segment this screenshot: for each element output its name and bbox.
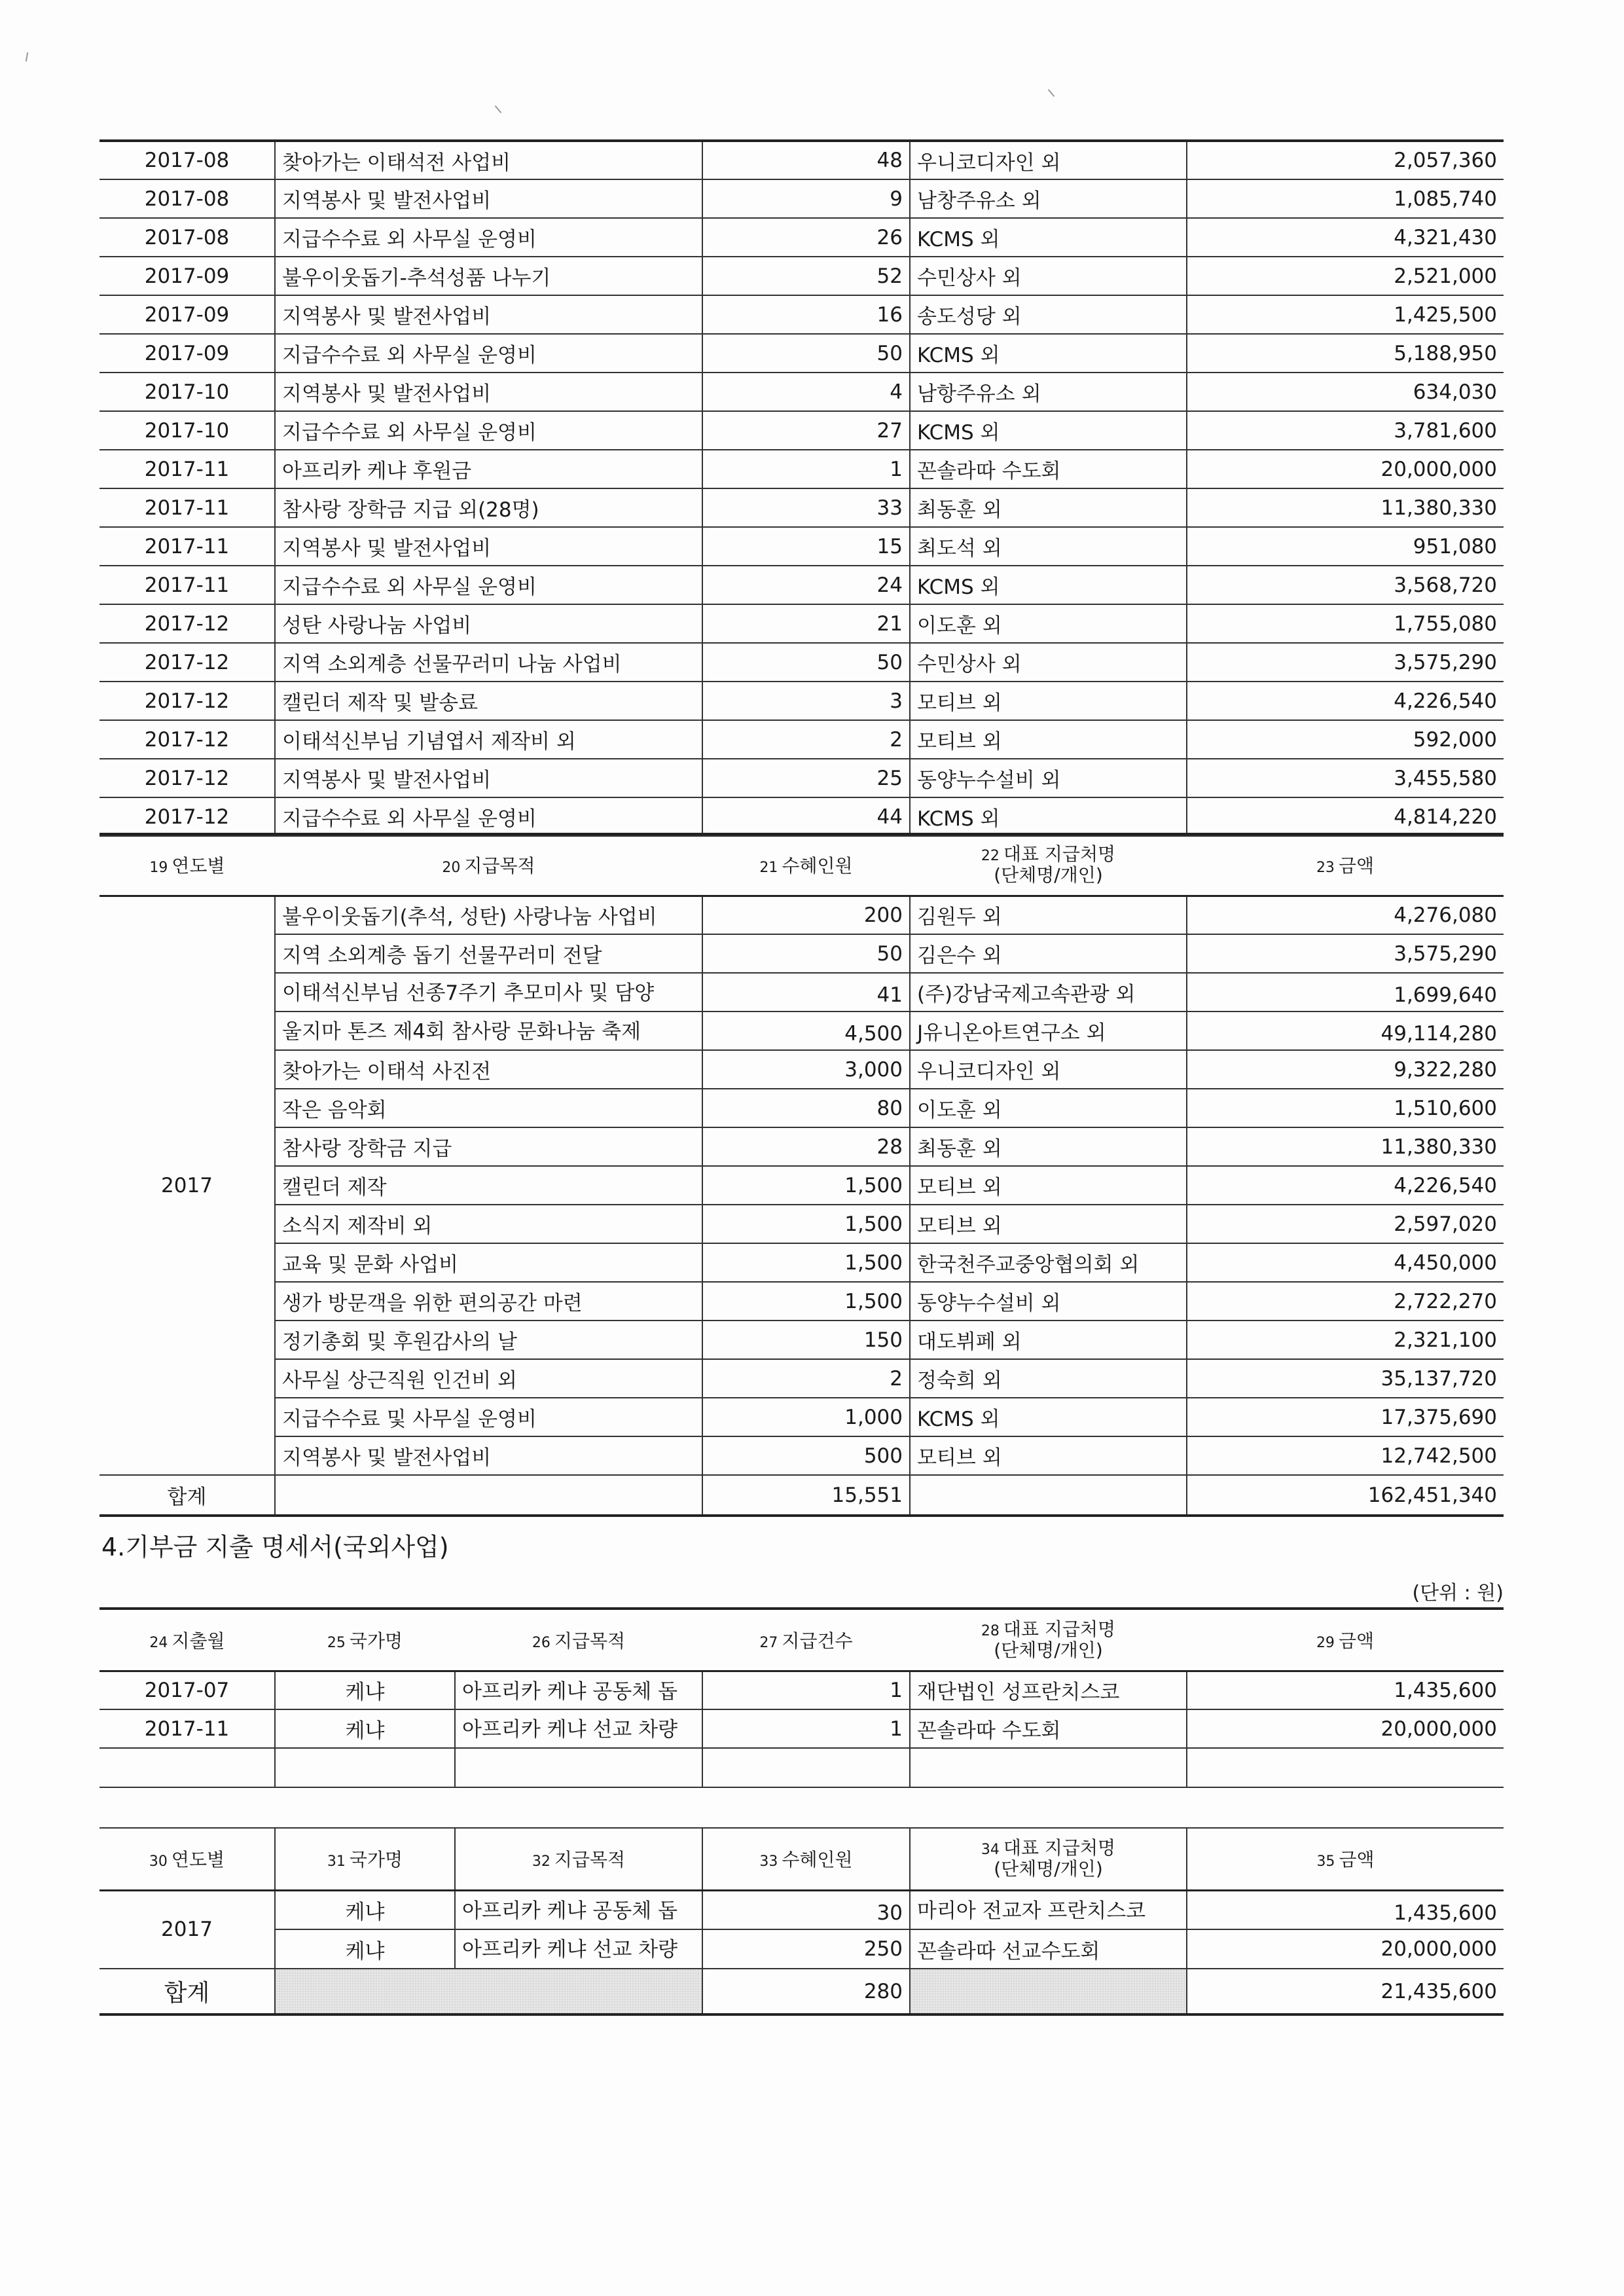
recipients-cell: 41 bbox=[702, 973, 910, 1011]
total-recipients: 15,551 bbox=[702, 1475, 910, 1516]
table-row bbox=[99, 411, 1504, 450]
header-payee: 22 대표 지급처명 (단체명/개인) bbox=[910, 834, 1187, 896]
foreign-yearly-table bbox=[99, 1827, 1504, 2016]
table-row bbox=[99, 1890, 1504, 1929]
count-cell: 50 bbox=[702, 334, 910, 373]
monthly-domestic-table bbox=[99, 139, 1504, 837]
purpose-cell: 지역봉사 및 발전사업비 bbox=[275, 179, 702, 218]
recipients-cell: 30 bbox=[702, 1890, 910, 1929]
recipients-cell: 500 bbox=[702, 1436, 910, 1475]
amount-cell: 9,322,280 bbox=[1187, 1050, 1504, 1089]
count-cell: 52 bbox=[702, 257, 910, 295]
month-cell: 2017-11 bbox=[99, 488, 275, 527]
payee-cell: 마리아 전교자 프란치스코 bbox=[910, 1890, 1187, 1929]
amount-cell: 20,000,000 bbox=[1187, 450, 1504, 488]
month-cell: 2017-08 bbox=[99, 141, 275, 179]
amount-cell: 35,137,720 bbox=[1187, 1359, 1504, 1398]
payee-cell: 최동훈 외 bbox=[910, 488, 1187, 527]
payee-cell: KCMS 외 bbox=[910, 411, 1187, 450]
payee-cell: J유니온아트연구소 외 bbox=[910, 1011, 1187, 1050]
month-cell: 2017-07 bbox=[99, 1671, 275, 1709]
purpose-cell: 아프리카 케냐 후원금 bbox=[275, 450, 702, 488]
table-row bbox=[99, 1436, 1504, 1475]
payee-cell: 우니코디자인 외 bbox=[910, 1050, 1187, 1089]
header-year: 30 연도별 bbox=[99, 1828, 275, 1890]
total-empty-cell bbox=[910, 1475, 1187, 1516]
header-payee: 34 대표 지급처명 (단체명/개인) bbox=[910, 1828, 1187, 1890]
amount-cell: 634,030 bbox=[1187, 373, 1504, 411]
payee-cell: 대도뷔페 외 bbox=[910, 1321, 1187, 1359]
table-row bbox=[99, 141, 1504, 179]
payee-cell: 송도성당 외 bbox=[910, 295, 1187, 334]
total-label: 합계 bbox=[99, 1475, 275, 1516]
payee-cell: 수민상사 외 bbox=[910, 643, 1187, 682]
payee-cell: 이도훈 외 bbox=[910, 1089, 1187, 1127]
purpose-cell: 소식지 제작비 외 bbox=[275, 1205, 702, 1243]
payee-cell: 모티브 외 bbox=[910, 1166, 1187, 1205]
foreign-monthly-table bbox=[99, 1607, 1504, 1788]
table-header-row bbox=[99, 1609, 1504, 1671]
recipients-cell: 1,500 bbox=[702, 1243, 910, 1282]
purpose-cell: 지역 소외계층 돕기 선물꾸러미 전달 bbox=[275, 934, 702, 973]
total-amount: 162,451,340 bbox=[1187, 1475, 1504, 1516]
payee-cell: 재단법인 성프란치스코 bbox=[910, 1671, 1187, 1709]
month-cell: 2017-10 bbox=[99, 411, 275, 450]
header-count: 27 지급건수 bbox=[702, 1609, 910, 1671]
table-row bbox=[99, 759, 1504, 797]
purpose-cell: 지급수수료 외 사무실 운영비 bbox=[275, 797, 702, 836]
header-purpose: 20 지급목적 bbox=[275, 834, 702, 896]
table-row bbox=[99, 218, 1504, 257]
payee-cell: KCMS 외 bbox=[910, 566, 1187, 604]
purpose-cell: 불우이웃돕기(추석, 성탄) 사랑나눔 사업비 bbox=[275, 896, 702, 934]
header-country: 31 국가명 bbox=[275, 1828, 455, 1890]
recipients-cell: 4,500 bbox=[702, 1011, 910, 1050]
count-cell: 1 bbox=[702, 1709, 910, 1748]
table-row bbox=[99, 1089, 1504, 1127]
purpose-cell: 지역봉사 및 발전사업비 bbox=[275, 295, 702, 334]
total-amount: 21,435,600 bbox=[1187, 1969, 1504, 2014]
table-row bbox=[99, 797, 1504, 836]
empty-cell bbox=[702, 1748, 910, 1787]
payee-cell: 모티브 외 bbox=[910, 720, 1187, 759]
amount-cell: 4,226,540 bbox=[1187, 682, 1504, 720]
country-cell: 케냐 bbox=[275, 1671, 455, 1709]
empty-row bbox=[99, 1748, 1504, 1787]
count-cell: 9 bbox=[702, 179, 910, 218]
header-payee: 28 대표 지급처명 (단체명/개인) bbox=[910, 1609, 1187, 1671]
scan-artifact bbox=[26, 52, 28, 62]
header-year: 19 연도별 bbox=[99, 834, 275, 896]
month-cell: 2017-12 bbox=[99, 604, 275, 643]
table-row bbox=[99, 257, 1504, 295]
table-row bbox=[99, 373, 1504, 411]
section-title: 4.기부금 지출 명세서(국외사업) bbox=[101, 1533, 449, 1561]
total-label: 합계 bbox=[99, 1969, 275, 2014]
purpose-cell: 지역봉사 및 발전사업비 bbox=[275, 1436, 702, 1475]
recipients-cell: 80 bbox=[702, 1089, 910, 1127]
count-cell: 1 bbox=[702, 450, 910, 488]
table-row bbox=[99, 1282, 1504, 1321]
amount-cell: 1,510,600 bbox=[1187, 1089, 1504, 1127]
year-cell: 2017 bbox=[99, 1890, 275, 1969]
amount-cell: 12,742,500 bbox=[1187, 1436, 1504, 1475]
purpose-cell: 참사랑 장학금 지급 bbox=[275, 1127, 702, 1166]
month-cell: 2017-11 bbox=[99, 1709, 275, 1748]
purpose-cell: 교육 및 문화 사업비 bbox=[275, 1243, 702, 1282]
payee-cell: 동양누수설비 외 bbox=[910, 1282, 1187, 1321]
table-row bbox=[99, 179, 1504, 218]
table-row bbox=[99, 1929, 1504, 1969]
table-row bbox=[99, 720, 1504, 759]
payee-cell: KCMS 외 bbox=[910, 334, 1187, 373]
table-row bbox=[99, 1671, 1504, 1709]
payee-cell: 남창주유소 외 bbox=[910, 179, 1187, 218]
table-row bbox=[99, 604, 1504, 643]
scan-artifact bbox=[495, 105, 502, 113]
payee-cell: 모티브 외 bbox=[910, 1436, 1187, 1475]
shaded-cell bbox=[275, 1969, 702, 2014]
amount-cell: 2,597,020 bbox=[1187, 1205, 1504, 1243]
payee-cell: (주)강남국제고속관광 외 bbox=[910, 973, 1187, 1011]
month-cell: 2017-09 bbox=[99, 257, 275, 295]
purpose-cell: 아프리카 케냐 공동체 돕 bbox=[455, 1890, 702, 1929]
purpose-cell: 지역봉사 및 발전사업비 bbox=[275, 373, 702, 411]
purpose-cell: 지급수수료 외 사무실 운영비 bbox=[275, 411, 702, 450]
total-empty-cell bbox=[275, 1475, 702, 1516]
count-cell: 27 bbox=[702, 411, 910, 450]
month-cell: 2017-12 bbox=[99, 720, 275, 759]
scan-artifact bbox=[1048, 89, 1055, 97]
month-cell: 2017-12 bbox=[99, 643, 275, 682]
amount-cell: 1,435,600 bbox=[1187, 1671, 1504, 1709]
table-row bbox=[99, 1398, 1504, 1436]
header-amount: 23 금액 bbox=[1187, 834, 1504, 896]
recipients-cell: 1,000 bbox=[702, 1398, 910, 1436]
amount-cell: 4,226,540 bbox=[1187, 1166, 1504, 1205]
payee-cell: 김원두 외 bbox=[910, 896, 1187, 934]
count-cell: 21 bbox=[702, 604, 910, 643]
purpose-cell: 지급수수료 외 사무실 운영비 bbox=[275, 334, 702, 373]
purpose-cell: 찾아가는 이태석전 사업비 bbox=[275, 141, 702, 179]
table-row bbox=[99, 566, 1504, 604]
table-header-row bbox=[99, 834, 1504, 896]
table-row bbox=[99, 527, 1504, 566]
country-cell: 케냐 bbox=[275, 1929, 455, 1969]
table-row bbox=[99, 1127, 1504, 1166]
count-cell: 24 bbox=[702, 566, 910, 604]
empty-cell bbox=[910, 1748, 1187, 1787]
total-row bbox=[99, 1969, 1504, 2014]
amount-cell: 3,455,580 bbox=[1187, 759, 1504, 797]
table-row bbox=[99, 334, 1504, 373]
purpose-cell: 이태석신부님 기념엽서 제작비 외 bbox=[275, 720, 702, 759]
amount-cell: 11,380,330 bbox=[1187, 1127, 1504, 1166]
payee-cell: 꼰솔라따 수도회 bbox=[910, 450, 1187, 488]
table-row bbox=[99, 1359, 1504, 1398]
recipients-cell: 3,000 bbox=[702, 1050, 910, 1089]
month-cell: 2017-10 bbox=[99, 373, 275, 411]
table-row bbox=[99, 896, 1504, 934]
unit-label: (단위 : 원) bbox=[1412, 1582, 1504, 1605]
table-row bbox=[99, 295, 1504, 334]
header-purpose: 32 지급목적 bbox=[455, 1828, 702, 1890]
count-cell: 4 bbox=[702, 373, 910, 411]
amount-cell: 1,425,500 bbox=[1187, 295, 1504, 334]
purpose-cell: 이태석신부님 선종7주기 추모미사 및 담양 bbox=[275, 973, 702, 1011]
amount-cell: 951,080 bbox=[1187, 527, 1504, 566]
month-cell: 2017-08 bbox=[99, 218, 275, 257]
payee-cell: 모티브 외 bbox=[910, 1205, 1187, 1243]
shaded-cell bbox=[910, 1969, 1187, 2014]
count-cell: 44 bbox=[702, 797, 910, 836]
amount-cell: 592,000 bbox=[1187, 720, 1504, 759]
recipients-cell: 1,500 bbox=[702, 1166, 910, 1205]
table-row bbox=[99, 1011, 1504, 1050]
purpose-cell: 아프리카 케냐 선교 차량 bbox=[455, 1929, 702, 1969]
month-cell: 2017-11 bbox=[99, 450, 275, 488]
count-cell: 1 bbox=[702, 1671, 910, 1709]
purpose-cell: 생가 방문객을 위한 편의공간 마련 bbox=[275, 1282, 702, 1321]
amount-cell: 4,814,220 bbox=[1187, 797, 1504, 836]
month-cell: 2017-09 bbox=[99, 295, 275, 334]
year-cell: 2017 bbox=[99, 896, 275, 1475]
purpose-cell: 아프리카 케냐 선교 차량 bbox=[455, 1709, 702, 1748]
payee-cell: 이도훈 외 bbox=[910, 604, 1187, 643]
payee-cell: 최동훈 외 bbox=[910, 1127, 1187, 1166]
purpose-cell: 캘린더 제작 bbox=[275, 1166, 702, 1205]
recipients-cell: 1,500 bbox=[702, 1205, 910, 1243]
purpose-cell: 지역 소외계층 선물꾸러미 나눔 사업비 bbox=[275, 643, 702, 682]
count-cell: 2 bbox=[702, 720, 910, 759]
payee-cell: 한국천주교중앙협의회 외 bbox=[910, 1243, 1187, 1282]
purpose-cell: 찾아가는 이태석 사진전 bbox=[275, 1050, 702, 1089]
header-month: 24 지출월 bbox=[99, 1609, 275, 1671]
purpose-cell: 성탄 사랑나눔 사업비 bbox=[275, 604, 702, 643]
table-row bbox=[99, 450, 1504, 488]
purpose-cell: 지급수수료 및 사무실 운영비 bbox=[275, 1398, 702, 1436]
purpose-cell: 정기총회 및 후원감사의 날 bbox=[275, 1321, 702, 1359]
table-row bbox=[99, 1321, 1504, 1359]
month-cell: 2017-12 bbox=[99, 797, 275, 836]
amount-cell: 3,575,290 bbox=[1187, 643, 1504, 682]
purpose-cell: 아프리카 케냐 공동체 돕 bbox=[455, 1671, 702, 1709]
purpose-cell: 지역봉사 및 발전사업비 bbox=[275, 527, 702, 566]
payee-cell: 수민상사 외 bbox=[910, 257, 1187, 295]
table-row bbox=[99, 1709, 1504, 1748]
table-row bbox=[99, 682, 1504, 720]
amount-cell: 1,699,640 bbox=[1187, 973, 1504, 1011]
amount-cell: 20,000,000 bbox=[1187, 1929, 1504, 1969]
count-cell: 25 bbox=[702, 759, 910, 797]
payee-cell: KCMS 외 bbox=[910, 218, 1187, 257]
header-amount: 35 금액 bbox=[1187, 1828, 1504, 1890]
purpose-cell: 지급수수료 외 사무실 운영비 bbox=[275, 218, 702, 257]
purpose-cell: 캘린더 제작 및 발송료 bbox=[275, 682, 702, 720]
purpose-cell: 불우이웃돕기-추석성품 나누기 bbox=[275, 257, 702, 295]
recipients-cell: 250 bbox=[702, 1929, 910, 1969]
country-cell: 케냐 bbox=[275, 1890, 455, 1929]
header-purpose: 26 지급목적 bbox=[455, 1609, 702, 1671]
amount-cell: 2,722,270 bbox=[1187, 1282, 1504, 1321]
amount-cell: 1,435,600 bbox=[1187, 1890, 1504, 1929]
month-cell: 2017-12 bbox=[99, 682, 275, 720]
payee-cell: 꼰솔라따 선교수도회 bbox=[910, 1929, 1187, 1969]
payee-cell: 꼰솔라따 수도회 bbox=[910, 1709, 1187, 1748]
table-row bbox=[99, 1050, 1504, 1089]
month-cell: 2017-11 bbox=[99, 566, 275, 604]
recipients-cell: 2 bbox=[702, 1359, 910, 1398]
count-cell: 26 bbox=[702, 218, 910, 257]
count-cell: 16 bbox=[702, 295, 910, 334]
amount-cell: 4,321,430 bbox=[1187, 218, 1504, 257]
month-cell: 2017-12 bbox=[99, 759, 275, 797]
amount-cell: 1,755,080 bbox=[1187, 604, 1504, 643]
empty-cell bbox=[275, 1748, 455, 1787]
amount-cell: 3,575,290 bbox=[1187, 934, 1504, 973]
payee-cell: 우니코디자인 외 bbox=[910, 141, 1187, 179]
total-row bbox=[99, 1475, 1504, 1516]
count-cell: 3 bbox=[702, 682, 910, 720]
count-cell: 15 bbox=[702, 527, 910, 566]
recipients-cell: 200 bbox=[702, 896, 910, 934]
amount-cell: 49,114,280 bbox=[1187, 1011, 1504, 1050]
recipients-cell: 50 bbox=[702, 934, 910, 973]
header-amount: 29 금액 bbox=[1187, 1609, 1504, 1671]
purpose-cell: 참사랑 장학금 지급 외(28명) bbox=[275, 488, 702, 527]
table-row bbox=[99, 934, 1504, 973]
table-row bbox=[99, 1205, 1504, 1243]
purpose-cell: 울지마 톤즈 제4회 참사랑 문화나눔 축제 bbox=[275, 1011, 702, 1050]
amount-cell: 3,568,720 bbox=[1187, 566, 1504, 604]
month-cell: 2017-08 bbox=[99, 179, 275, 218]
empty-cell bbox=[99, 1748, 275, 1787]
empty-cell bbox=[1187, 1748, 1504, 1787]
amount-cell: 2,521,000 bbox=[1187, 257, 1504, 295]
amount-cell: 11,380,330 bbox=[1187, 488, 1504, 527]
purpose-cell: 작은 음악회 bbox=[275, 1089, 702, 1127]
table-header-row bbox=[99, 1828, 1504, 1890]
payee-cell: 최도석 외 bbox=[910, 527, 1187, 566]
table-row bbox=[99, 1166, 1504, 1205]
amount-cell: 3,781,600 bbox=[1187, 411, 1504, 450]
header-country: 25 국가명 bbox=[275, 1609, 455, 1671]
empty-cell bbox=[455, 1748, 702, 1787]
table-row bbox=[99, 1243, 1504, 1282]
amount-cell: 1,085,740 bbox=[1187, 179, 1504, 218]
month-cell: 2017-09 bbox=[99, 334, 275, 373]
count-cell: 33 bbox=[702, 488, 910, 527]
amount-cell: 5,188,950 bbox=[1187, 334, 1504, 373]
amount-cell: 17,375,690 bbox=[1187, 1398, 1504, 1436]
count-cell: 48 bbox=[702, 141, 910, 179]
purpose-cell: 사무실 상근직원 인건비 외 bbox=[275, 1359, 702, 1398]
payee-cell: KCMS 외 bbox=[910, 1398, 1187, 1436]
payee-cell: 정숙희 외 bbox=[910, 1359, 1187, 1398]
amount-cell: 2,057,360 bbox=[1187, 141, 1504, 179]
amount-cell: 20,000,000 bbox=[1187, 1709, 1504, 1748]
total-recipients: 280 bbox=[702, 1969, 910, 2014]
recipients-cell: 150 bbox=[702, 1321, 910, 1359]
table-row bbox=[99, 643, 1504, 682]
recipients-cell: 28 bbox=[702, 1127, 910, 1166]
country-cell: 케냐 bbox=[275, 1709, 455, 1748]
amount-cell: 2,321,100 bbox=[1187, 1321, 1504, 1359]
purpose-cell: 지급수수료 외 사무실 운영비 bbox=[275, 566, 702, 604]
table-row bbox=[99, 488, 1504, 527]
yearly-domestic-table bbox=[99, 833, 1504, 1517]
table-row bbox=[99, 973, 1504, 1011]
header-recipients: 33 수혜인원 bbox=[702, 1828, 910, 1890]
month-cell: 2017-11 bbox=[99, 527, 275, 566]
count-cell: 50 bbox=[702, 643, 910, 682]
payee-cell: 모티브 외 bbox=[910, 682, 1187, 720]
payee-cell: 동양누수설비 외 bbox=[910, 759, 1187, 797]
recipients-cell: 1,500 bbox=[702, 1282, 910, 1321]
payee-cell: 김은수 외 bbox=[910, 934, 1187, 973]
amount-cell: 4,276,080 bbox=[1187, 896, 1504, 934]
payee-cell: 남항주유소 외 bbox=[910, 373, 1187, 411]
purpose-cell: 지역봉사 및 발전사업비 bbox=[275, 759, 702, 797]
header-recipients: 21 수혜인원 bbox=[702, 834, 910, 896]
amount-cell: 4,450,000 bbox=[1187, 1243, 1504, 1282]
payee-cell: KCMS 외 bbox=[910, 797, 1187, 836]
